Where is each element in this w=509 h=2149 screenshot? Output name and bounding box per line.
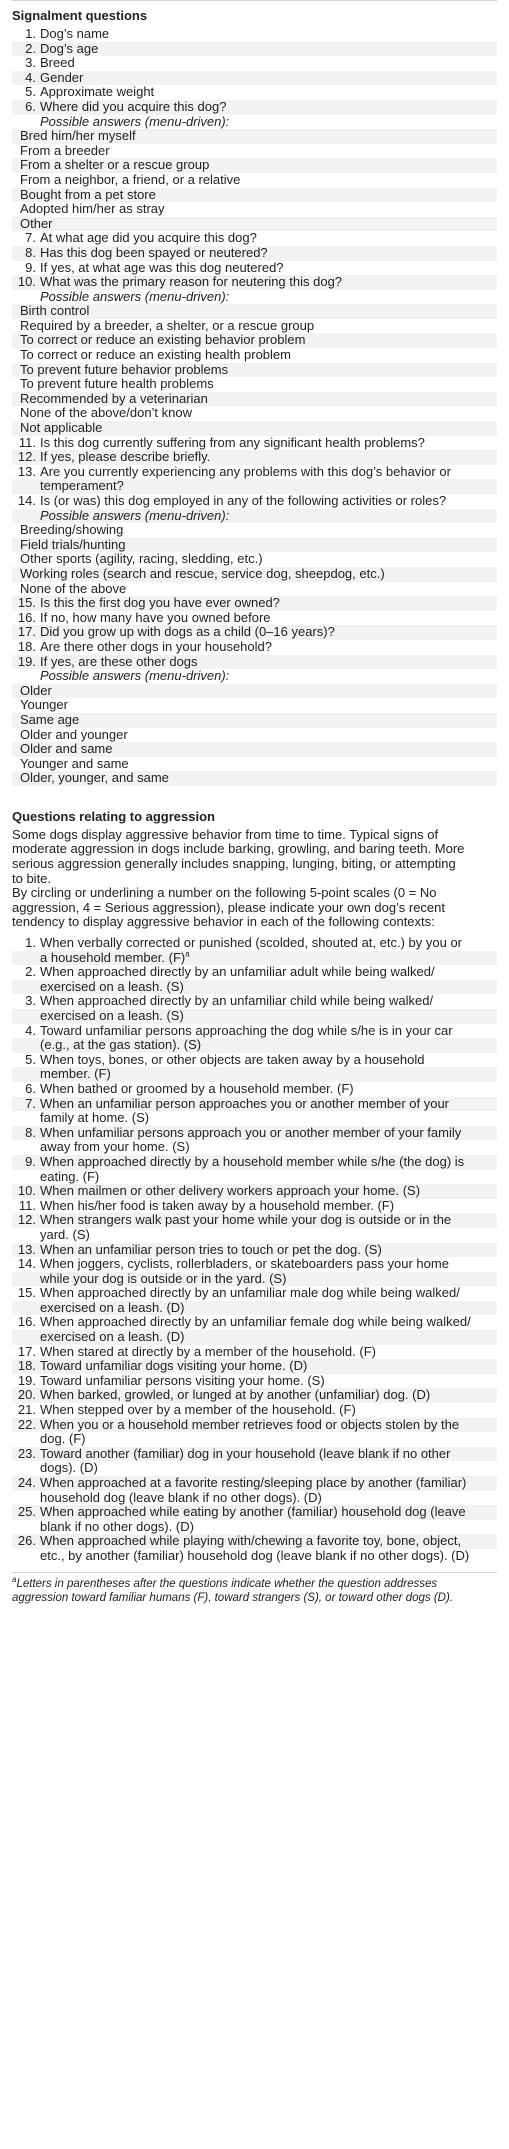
list-item	[12, 684, 497, 699]
item-number: 1.	[25, 936, 36, 951]
list-item	[12, 319, 497, 334]
list-item	[12, 1345, 497, 1360]
item-text: Toward unfamiliar persons visiting your home. (S)	[40, 1373, 325, 1388]
item-number: 5.	[25, 85, 36, 100]
item-number: 24.	[17, 1476, 36, 1490]
item-number: 6.	[25, 99, 36, 114]
item-text: To prevent future behavior problems	[20, 362, 229, 377]
item-number: 4.	[25, 1023, 36, 1038]
item-text: exercised on a leash. (D)	[40, 1300, 185, 1315]
list-item	[12, 713, 497, 728]
item-number: 9.	[25, 260, 36, 275]
item-number: 7.	[25, 1096, 36, 1111]
list-item	[12, 1228, 497, 1243]
item-text: To correct or reduce an existing health problem	[20, 348, 291, 363]
intro-line: aggression, 4 = Serious aggression), please indicate your own dog’s recent	[12, 900, 445, 915]
list-item	[12, 1111, 497, 1126]
signalment-title: Signalment questions	[12, 8, 148, 23]
item-text: temperament?	[40, 479, 124, 494]
item-text: When approached at a favorite resting/sleeping place by another (familiar)	[40, 1476, 467, 1490]
list-item	[12, 1257, 497, 1272]
item-number: 14.	[17, 1257, 36, 1272]
list-item	[12, 115, 497, 130]
item-text: Adopted him/her as stray	[20, 202, 165, 217]
footnote-line	[12, 1591, 497, 1605]
item-number: 15.	[17, 596, 36, 611]
footnote	[12, 1574, 497, 1605]
list-item	[12, 742, 497, 757]
item-text: Are there other dogs in your household?	[40, 639, 272, 654]
item-text: Older and same	[20, 742, 113, 757]
item-text: Approximate weight	[40, 85, 155, 100]
item-number: 4.	[25, 70, 36, 85]
item-number: 18.	[17, 639, 36, 654]
list-item	[12, 1491, 497, 1506]
item-text: a household member. (F)	[40, 950, 186, 965]
item-text: Breed	[40, 56, 75, 71]
footnote-text: aggression toward familiar humans (F), toward strangers (S), or toward other dogs (D).	[12, 1591, 453, 1604]
list-item	[12, 450, 497, 465]
item-text: Is (or was) this dog employed in any of the following activities or roles?	[40, 494, 447, 508]
item-text: Older	[20, 683, 52, 698]
item-text: Toward unfamiliar persons approaching the dog while s/he is in your car	[40, 1023, 453, 1038]
item-text: When approached directly by an unfamiliar child while being walked/	[40, 994, 434, 1009]
aggression-list	[12, 936, 497, 1564]
list-item	[12, 27, 497, 42]
item-text: When toys, bones, or other objects are taken away by a household	[40, 1052, 425, 1067]
list-item	[12, 348, 497, 363]
list-item	[12, 129, 497, 144]
item-text: None of the above/don’t know	[20, 406, 193, 421]
item-text: Recommended by a veterinarian	[20, 391, 208, 406]
list-item	[12, 377, 497, 392]
item-text: Birth control	[20, 304, 90, 319]
item-text: From a neighbor, a friend, or a relative	[20, 172, 241, 187]
list-item	[12, 261, 497, 276]
item-number: 10.	[17, 275, 36, 290]
list-item	[12, 436, 497, 451]
list-item	[12, 1286, 497, 1301]
item-number: 3.	[25, 994, 36, 1009]
list-item	[12, 188, 497, 203]
list-item	[12, 1447, 497, 1462]
item-text: yard. (S)	[40, 1227, 90, 1242]
item-text: When verbally corrected or punished (scolded, shouted at, etc.) by you or	[40, 936, 462, 951]
item-text: while your dog is outside or in the yard. (S)	[40, 1271, 287, 1286]
item-number: 25.	[17, 1505, 36, 1520]
item-text: If yes, are these other dogs	[40, 654, 198, 669]
item-text: When an unfamiliar person tries to touch or pet the dog. (S)	[40, 1242, 382, 1257]
item-text: exercised on a leash. (D)	[40, 1330, 185, 1345]
item-number: 3.	[25, 56, 36, 71]
list-item	[12, 158, 497, 173]
item-text: Other sports (agility, racing, sledding, etc.)	[20, 552, 263, 567]
item-text: eating. (F)	[40, 1169, 100, 1184]
list-item	[12, 611, 497, 626]
item-text: From a breeder	[20, 143, 110, 158]
list-item	[12, 1199, 497, 1214]
item-text: Same age	[20, 712, 80, 727]
list-item	[12, 100, 497, 115]
item-text: When you or a household member retrieves food or objects stolen by the	[40, 1417, 460, 1432]
item-number: 10.	[17, 1184, 36, 1199]
list-item	[12, 1155, 497, 1170]
item-number: 17.	[17, 625, 36, 640]
item-number: 19.	[17, 654, 36, 669]
list-item	[12, 1432, 497, 1447]
list-item	[12, 640, 497, 655]
item-text: Older, younger, and same	[20, 771, 169, 786]
list-item	[12, 698, 497, 713]
item-number: 8.	[25, 245, 36, 260]
item-text: Bred him/her myself	[20, 129, 136, 144]
list-item	[12, 1534, 497, 1549]
item-text: Younger	[20, 698, 68, 713]
list-item	[12, 1024, 497, 1039]
list-item	[12, 1520, 497, 1535]
item-text: When joggers, cyclists, rollerbladers, or skateboarders pass your home	[40, 1257, 449, 1272]
item-number: 12.	[17, 450, 36, 465]
item-number: 11.	[18, 1198, 36, 1213]
item-text: From a shelter or a rescue group	[20, 158, 210, 173]
item-number: 8.	[25, 1125, 36, 1140]
item-text: Toward unfamiliar dogs visiting your home. (D)	[40, 1359, 308, 1374]
intro-line: By circling or underlining a number on the following 5-point scales (0 = No	[12, 886, 437, 901]
footnote-marker: a	[185, 950, 190, 959]
list-item	[12, 596, 497, 611]
item-number: 19.	[17, 1373, 36, 1388]
item-number: 16.	[17, 1315, 36, 1330]
list-item	[12, 980, 497, 995]
list-item	[12, 1403, 497, 1418]
item-text: household dog (leave blank if no other dogs). (D)	[40, 1490, 322, 1505]
list-item	[12, 538, 497, 553]
list-item	[12, 246, 497, 261]
item-text: None of the above	[20, 581, 127, 596]
item-number: 26.	[17, 1534, 36, 1549]
item-text: Is this the first dog you have ever owned?	[40, 596, 280, 611]
list-item	[12, 71, 497, 86]
item-text: Older and younger	[20, 727, 128, 742]
item-text: Has this dog been spayed or neutered?	[40, 245, 268, 260]
list-item	[12, 406, 497, 421]
item-text: dogs). (D)	[40, 1461, 98, 1476]
item-text: To prevent future health problems	[20, 377, 214, 392]
item-number: 14.	[17, 494, 36, 508]
item-number: 5.	[25, 1052, 36, 1067]
list-item	[12, 994, 497, 1009]
list-item	[12, 1053, 497, 1068]
item-text: When bathed or groomed by a household member. (F)	[40, 1081, 354, 1096]
item-text: away from your home. (S)	[40, 1140, 190, 1155]
list-item	[12, 465, 497, 480]
item-number: 22.	[17, 1417, 36, 1432]
list-item	[12, 1461, 497, 1476]
item-text: Possible answers (menu-driven):	[40, 289, 230, 304]
list-item	[12, 669, 497, 684]
list-item	[12, 552, 497, 567]
footnote-rule	[12, 1572, 497, 1573]
intro-line: Some dogs display aggressive behavior from time to time. Typical signs of	[12, 827, 439, 842]
item-text: family at home. (S)	[40, 1111, 150, 1126]
item-text: Field trials/hunting	[20, 537, 126, 552]
item-text: Dog’s age	[40, 41, 99, 56]
item-text: When strangers walk past your home while your dog is outside or in the	[40, 1213, 452, 1228]
list-item	[12, 1067, 497, 1082]
list-item	[12, 1184, 497, 1199]
list-item	[12, 1374, 497, 1389]
intro-line: moderate aggression in dogs include barking, growling, and baring teeth. More	[12, 842, 465, 857]
item-text: exercised on a leash. (S)	[40, 979, 184, 994]
item-text: When approached directly by an unfamiliar male dog while being walked/	[40, 1286, 460, 1301]
list-item	[12, 144, 497, 159]
item-number: 23.	[17, 1446, 36, 1461]
item-text: dog. (F)	[40, 1432, 86, 1447]
list-item	[12, 1170, 497, 1185]
list-item	[12, 479, 497, 494]
item-number: 17.	[17, 1344, 36, 1359]
item-text: Younger and same	[20, 756, 129, 771]
list-item	[12, 655, 497, 670]
item-text: Dog’s name	[40, 27, 110, 41]
list-item	[12, 1476, 497, 1491]
item-text: Possible answers (menu-driven):	[40, 114, 230, 129]
list-item	[12, 392, 497, 407]
list-item	[12, 1140, 497, 1155]
list-item	[12, 1330, 497, 1345]
item-text: When approached while playing with/chewing a favorite toy, bone, object,	[40, 1534, 462, 1549]
list-item	[12, 231, 497, 246]
item-number: 7.	[25, 231, 36, 246]
item-number: 16.	[17, 610, 36, 625]
item-text: blank if no other dogs). (D)	[40, 1519, 194, 1534]
item-text: exercised on a leash. (S)	[40, 1009, 184, 1023]
item-text: Gender	[40, 70, 84, 85]
item-number: 18.	[17, 1359, 36, 1374]
intro-line: to bite.	[12, 871, 52, 886]
item-number: 9.	[25, 1154, 36, 1169]
list-item	[12, 363, 497, 378]
item-text: When an unfamiliar person approaches you or another member of your	[40, 1096, 449, 1111]
item-number: 21.	[17, 1403, 36, 1418]
list-item	[12, 290, 497, 305]
list-item	[12, 1097, 497, 1112]
item-text: If yes, at what age was this dog neutered?	[40, 260, 284, 275]
list-item	[12, 1038, 497, 1053]
item-text: Bought from a pet store	[20, 187, 156, 202]
list-item	[12, 1388, 497, 1403]
list-item	[12, 567, 497, 582]
list-item	[12, 1213, 497, 1228]
intro-line: serious aggression generally includes snapping, lunging, biting, or attempting	[12, 857, 456, 872]
list-item	[12, 728, 497, 743]
list-item	[12, 304, 497, 319]
item-number: 13.	[17, 1242, 36, 1257]
list-item	[12, 173, 497, 188]
list-item	[12, 1272, 497, 1287]
intro-line: tendency to display aggressive behavior in each of the following contexts:	[12, 915, 435, 930]
list-item	[12, 1359, 497, 1374]
item-text: Possible answers (menu-driven):	[40, 669, 230, 684]
item-text: Not applicable	[20, 421, 103, 436]
list-item	[12, 936, 497, 951]
footnote-marker: a	[12, 1574, 17, 1584]
list-item	[12, 771, 497, 786]
item-text: member. (F)	[40, 1067, 111, 1082]
item-text: When unfamiliar persons approach you or another member of your family	[40, 1125, 462, 1140]
item-text: When his/her food is taken away by a household member. (F)	[40, 1198, 395, 1213]
list-item	[12, 1082, 497, 1097]
item-text: When approached directly by an unfamiliar female dog while being walked/	[40, 1315, 471, 1330]
list-item	[12, 1549, 497, 1564]
item-text: Required by a breeder, a shelter, or a rescue group	[20, 318, 315, 333]
list-item	[12, 523, 497, 538]
item-text: Working roles (search and rescue, service dog, sheepdog, etc.)	[20, 566, 385, 581]
item-text: What was the primary reason for neutering this dog?	[40, 275, 343, 290]
item-text: To correct or reduce an existing behavior problem	[20, 333, 306, 348]
item-text: If no, how many have you owned before	[40, 610, 271, 625]
item-text: Are you currently experiencing any problems with this dog’s behavior or	[40, 464, 451, 479]
item-number: 20.	[17, 1388, 36, 1403]
item-number: 2.	[25, 965, 36, 980]
list-item	[12, 494, 497, 509]
list-item	[12, 202, 497, 217]
item-text: When approached directly by an unfamiliar adult while being walked/	[40, 965, 435, 980]
item-number: 13.	[17, 464, 36, 479]
footnote-text: Letters in parentheses after the questions indicate whether the question addresses	[16, 1577, 438, 1590]
list-item	[12, 582, 497, 597]
signalment-list	[12, 27, 497, 786]
item-text: When approached directly by a household member while s/he (the dog) is	[40, 1154, 465, 1169]
aggression-title: Questions relating to aggression	[12, 808, 215, 824]
item-text: Where did you acquire this dog?	[40, 99, 227, 114]
list-item	[12, 965, 497, 980]
list-item	[12, 1243, 497, 1258]
list-item	[12, 509, 497, 524]
list-item	[12, 1418, 497, 1433]
list-item	[12, 1315, 497, 1330]
list-item	[12, 42, 497, 57]
list-item	[12, 421, 497, 436]
list-item	[12, 951, 497, 966]
item-text: (e.g., at the gas station). (S)	[40, 1038, 202, 1053]
item-number: 1.	[25, 27, 36, 41]
item-text: Toward another (familiar) dog in your household (leave blank if no other	[40, 1446, 451, 1461]
list-item	[12, 85, 497, 100]
aggression-intro	[12, 828, 497, 930]
list-item	[12, 625, 497, 640]
item-text: When barked, growled, or lunged at by another (unfamiliar) dog. (D)	[40, 1388, 431, 1403]
item-number: 15.	[17, 1286, 36, 1301]
list-item	[12, 1126, 497, 1141]
item-text: At what age did you acquire this dog?	[40, 231, 257, 246]
list-item	[12, 217, 497, 232]
item-text: Breeding/showing	[20, 523, 124, 538]
item-number: 2.	[25, 41, 36, 56]
item-text: When stepped over by a member of the household. (F)	[40, 1403, 356, 1418]
item-text: Is this dog currently suffering from any significant health problems?	[40, 435, 425, 450]
list-item	[12, 1505, 497, 1520]
list-item	[12, 1009, 497, 1024]
item-number: 11.	[18, 435, 36, 450]
top-rule	[12, 0, 497, 1]
item-text: If yes, please describe briefly.	[40, 450, 211, 465]
item-text: Did you grow up with dogs as a child (0–16 years)?	[40, 625, 335, 640]
list-item	[12, 1301, 497, 1316]
list-item	[12, 56, 497, 71]
footnote-line	[12, 1574, 497, 1591]
item-number: 12.	[17, 1213, 36, 1228]
item-text: Other	[20, 216, 53, 231]
list-item	[12, 275, 497, 290]
list-item	[12, 333, 497, 348]
item-text: When stared at directly by a member of the household. (F)	[40, 1344, 376, 1359]
item-text: When approached while eating by another (familiar) household dog (leave	[40, 1505, 466, 1520]
item-text: Possible answers (menu-driven):	[40, 508, 230, 523]
item-text: When mailmen or other delivery workers approach your home. (S)	[40, 1184, 421, 1199]
item-text: etc., by another (familiar) household dog (leave blank if no other dogs). (D)	[40, 1548, 470, 1563]
list-item	[12, 757, 497, 772]
item-number: 6.	[25, 1081, 36, 1096]
